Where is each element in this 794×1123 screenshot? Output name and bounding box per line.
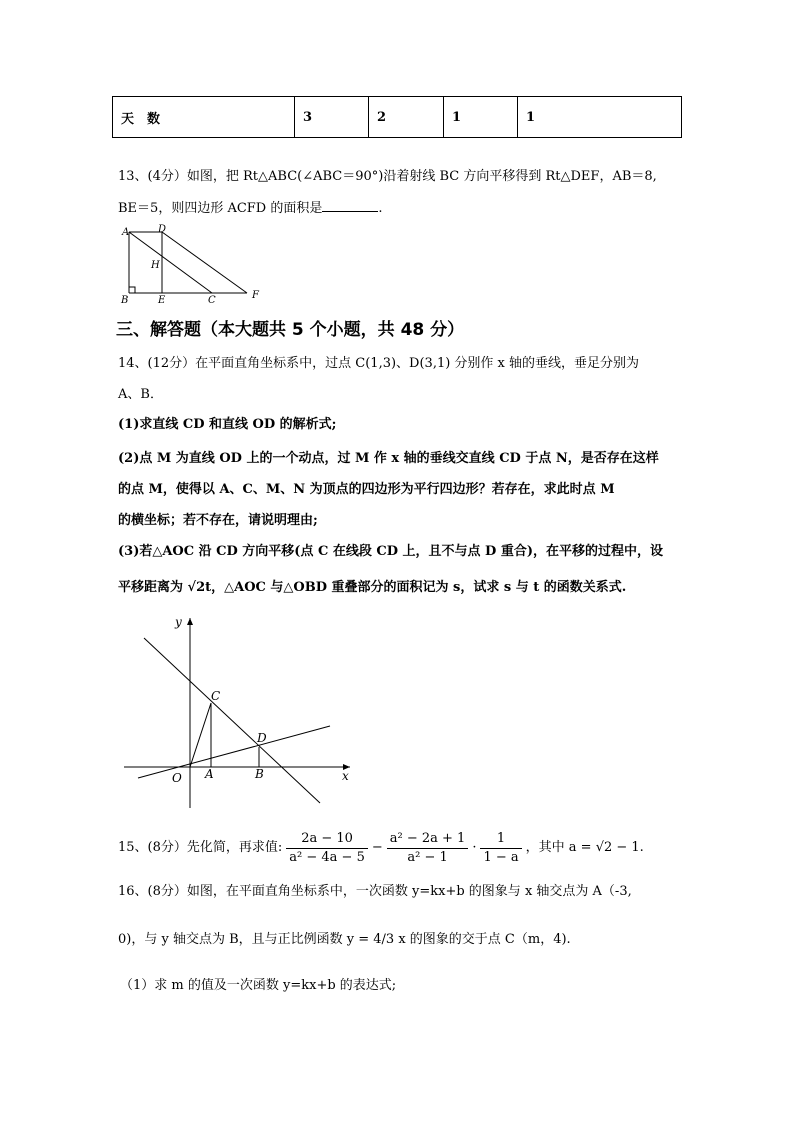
q13-line2 — [118, 199, 383, 218]
q14-part3-line1: (3)若△AOC 沿 CD 方向平移(点 C 在线段 CD 上，且不与点 D 重合)，在平移的过程中，设 — [118, 544, 663, 559]
label-H: H — [151, 260, 160, 271]
q14-part2-line3: 的横坐标；若不存在，请说明理由; — [118, 513, 318, 528]
q14-line2: A、B． — [118, 387, 163, 402]
minus-sign: − — [371, 840, 383, 855]
label-C: C — [211, 689, 221, 703]
fraction-2-denominator: a² − 1 — [407, 849, 448, 865]
q14-part2-line2: 的点 M，使得以 A、C、M、N 为顶点的四边形为平行四边形？若存在，求此时点 M — [118, 482, 615, 497]
label-x: x — [342, 769, 349, 783]
fraction-1-numerator: 2a − 10 — [286, 830, 368, 849]
q13-line2-text: BE＝5，则四边形 ACFD 的面积是 — [118, 201, 323, 216]
fraction-1-denominator: a² − 4a − 5 — [289, 849, 365, 865]
segment-AC — [129, 232, 212, 293]
line-OD — [138, 726, 330, 778]
segment-OC — [190, 703, 211, 767]
label-D: D — [257, 731, 267, 745]
label-F: F — [252, 290, 259, 301]
q14-part2-line1: (2)点 M 为直线 OD 上的一个动点，过 M 作 x 轴的垂线交直线 CD 于点 N，是否存在这样 — [118, 451, 659, 466]
label-E: E — [158, 295, 166, 306]
fraction-3 — [480, 830, 521, 867]
q14-part1: (1)求直线 CD 和直线 OD 的解析式; — [118, 417, 337, 432]
table-cell-label: 天 数 — [113, 97, 295, 138]
fraction-1 — [286, 830, 368, 867]
section-title: 三、解答题（本大题共 5 个小题，共 48 分） — [116, 320, 465, 340]
q14-figure — [118, 612, 358, 812]
q15-suffix: ，其中 a = √2 − 1. — [525, 840, 644, 855]
label-O: O — [172, 771, 182, 785]
fraction-3-denominator: 1 − a — [483, 849, 519, 865]
answer-blank — [322, 199, 378, 212]
label-B: B — [121, 295, 129, 306]
table-row — [113, 97, 682, 138]
q13-line2-end: . — [378, 201, 383, 216]
q16-line2: 0)，与 y 轴交点为 B，且与正比例函数 y = 4/3 x 的图象的交于点 C（m，4). — [118, 932, 571, 947]
q15-row — [118, 826, 644, 870]
fraction-2-numerator: a² − 2a + 1 — [387, 830, 469, 849]
q16-part1: （1）求 m 的值及一次函数 y=kx+b 的表达式; — [120, 978, 397, 993]
q13-line1: 13、(4分）如图，把 Rt△ABC(∠ABC＝90°)沿着射线 BC 方向平移得到 Rt△DEF，AB＝8, — [118, 169, 657, 184]
q16-line1: 16、(8分）如图，在平面直角坐标系中，一次函数 y=kx+b 的图象与 x 轴交点为 A（-3, — [118, 884, 632, 899]
right-angle-mark — [129, 287, 135, 293]
q15-prefix: 15、(8分）先化简，再求值: — [118, 840, 283, 855]
q14-part3-line2: 平移距离为 √2t，△AOC 与△OBD 重叠部分的面积记为 s，试求 s 与 t 的函数关系式. — [118, 580, 627, 595]
table-cell: 3 — [295, 97, 369, 138]
multiply-dot: · — [472, 840, 477, 855]
q14-line1: 14、(12分）在平面直角坐标系中，过点 C(1,3)、D(3,1) 分别作 x 轴的垂线，垂足分别为 — [118, 356, 640, 371]
days-table — [112, 96, 682, 138]
label-A: A — [205, 767, 214, 781]
label-B: B — [255, 767, 264, 781]
q13-figure — [116, 222, 266, 308]
label-y: y — [175, 615, 182, 629]
table-cell: 2 — [369, 97, 444, 138]
line-CD — [144, 638, 320, 803]
label-C: C — [208, 295, 216, 306]
segment-DF — [162, 232, 247, 293]
label-D: D — [158, 224, 167, 235]
label-A: A — [122, 227, 130, 238]
fraction-3-numerator: 1 — [480, 830, 521, 849]
table-cell: 1 — [518, 97, 682, 138]
table-cell: 1 — [444, 97, 518, 138]
fraction-2 — [387, 830, 469, 867]
